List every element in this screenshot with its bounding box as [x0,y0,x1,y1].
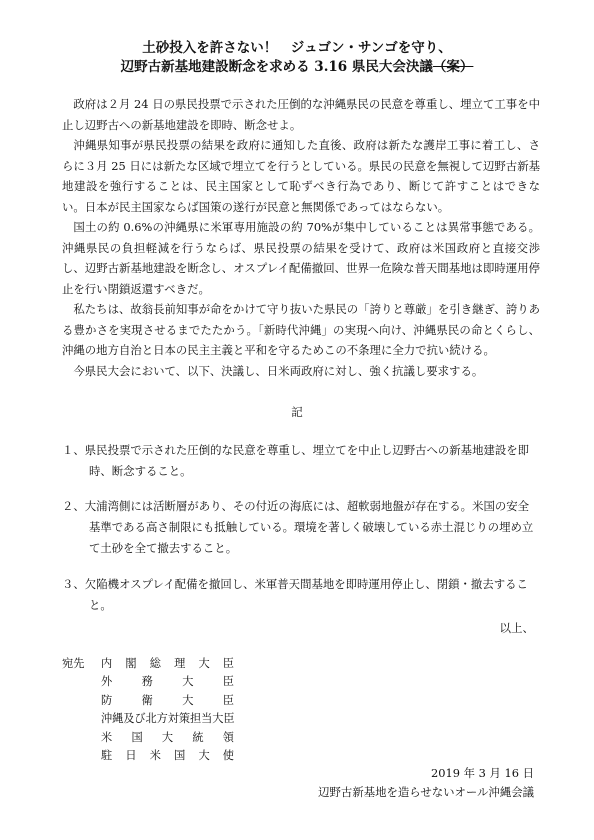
addressee-item: 内閣総理大臣 [101,657,234,670]
resolution-item-1: １、県民投票で示された圧倒的な民意を尊重し、埋立てを中止し辺野古への新基地建設を即時、断念すること。 [62,443,530,478]
title-line-1: 土砂投入を許さない！ ジュゴン・サンゴを守り、 [142,40,452,56]
title-line-2 [0,58,594,76]
addressee-item: 外務大臣 [101,675,234,689]
paragraph-3: 国土の約 0.6%の沖縄県に米軍専用施設の約 70%が集中していることは異常事態である。沖縄県民の負担軽減を行うならば、県民投票の結果を受けて、政府は米国政府と直接交渉し、辺野古新基地建設を断念し、オスプレイ配備撤回、世界一危険な普天間基地は即時運用停止を行い閉鎖返還すべきだ。 [62,220,540,296]
addressee-item: 駐日米国大使 [101,749,234,763]
addressee-label: 宛先 [62,657,85,670]
paragraph-2: 沖縄県知事が県民投票の結果を政府に通知した直後、政府は新たな護岸工事に着工し、さらに３月 25 日には新たな区域で埋立てを行うとしている。県民の民意を無視して辺野古新基地建設を強行することは、民主国家として恥ずべき行為であり、断じて許すことはできない。日本が民主国家ならば国策の遂行が民意と無関係であってはならない。 [62,138,540,214]
addressee-item: 防衛大臣 [101,693,234,707]
paragraph-5: 今県民大会において、以下、決議し、日米両政府に対し、強く抗議し要求する。 [73,363,484,378]
body-text [62,94,540,381]
title-line-2-text: 辺野古新基地建設断念を求める 3.16 県民大会決議 [120,59,433,75]
closing-text: 以上、 [499,621,534,635]
organization-name: 辺野古新基地を造らせないオール沖縄会議 [318,785,534,799]
document-date: 2019 年 3 月 16 日 [430,766,534,780]
addressee-item: 米国大統領 [101,730,234,744]
addressee-list [101,655,234,765]
resolution-item-2: ２、大浦湾側には活断層があり、その付近の海底には、超軟弱地盤が存在する。米国の安全基準である高さ制限にも抵触している。環境を著しく破壊している赤土混じりの埋め立て土砂を全て撤去すること。 [62,499,534,555]
resolution-item-3: ３、欠陥機オスプレイ配備を撤回し、米軍普天間基地を即時運用停止し、閉鎖・撤去すること。 [62,577,528,612]
paragraph-1: 政府は２月 24 日の県民投票で示された圧倒的な沖縄県民の民意を尊重し、埋立て工事を中止し辺野古への新基地建設を即時、断念せよ。 [62,97,540,132]
addressee-item: 沖縄及び北方対策担当大臣 [101,712,234,726]
title-struck-draft-mark: （案） [432,59,474,75]
paragraph-4: 私たちは、故翁長前知事が命をかけて守り抜いた県民の「誇りと尊厳」を引き継ぎ、誇りある豊かさを実現させるまでたたかう。「新時代沖縄」の実現へ向け、沖縄県民の命とくらし、沖縄の地方自治と日本の民主主義と平和を守るためこの不条理に全力で抗い続ける。 [62,302,540,357]
ki-heading: 記 [291,405,303,419]
